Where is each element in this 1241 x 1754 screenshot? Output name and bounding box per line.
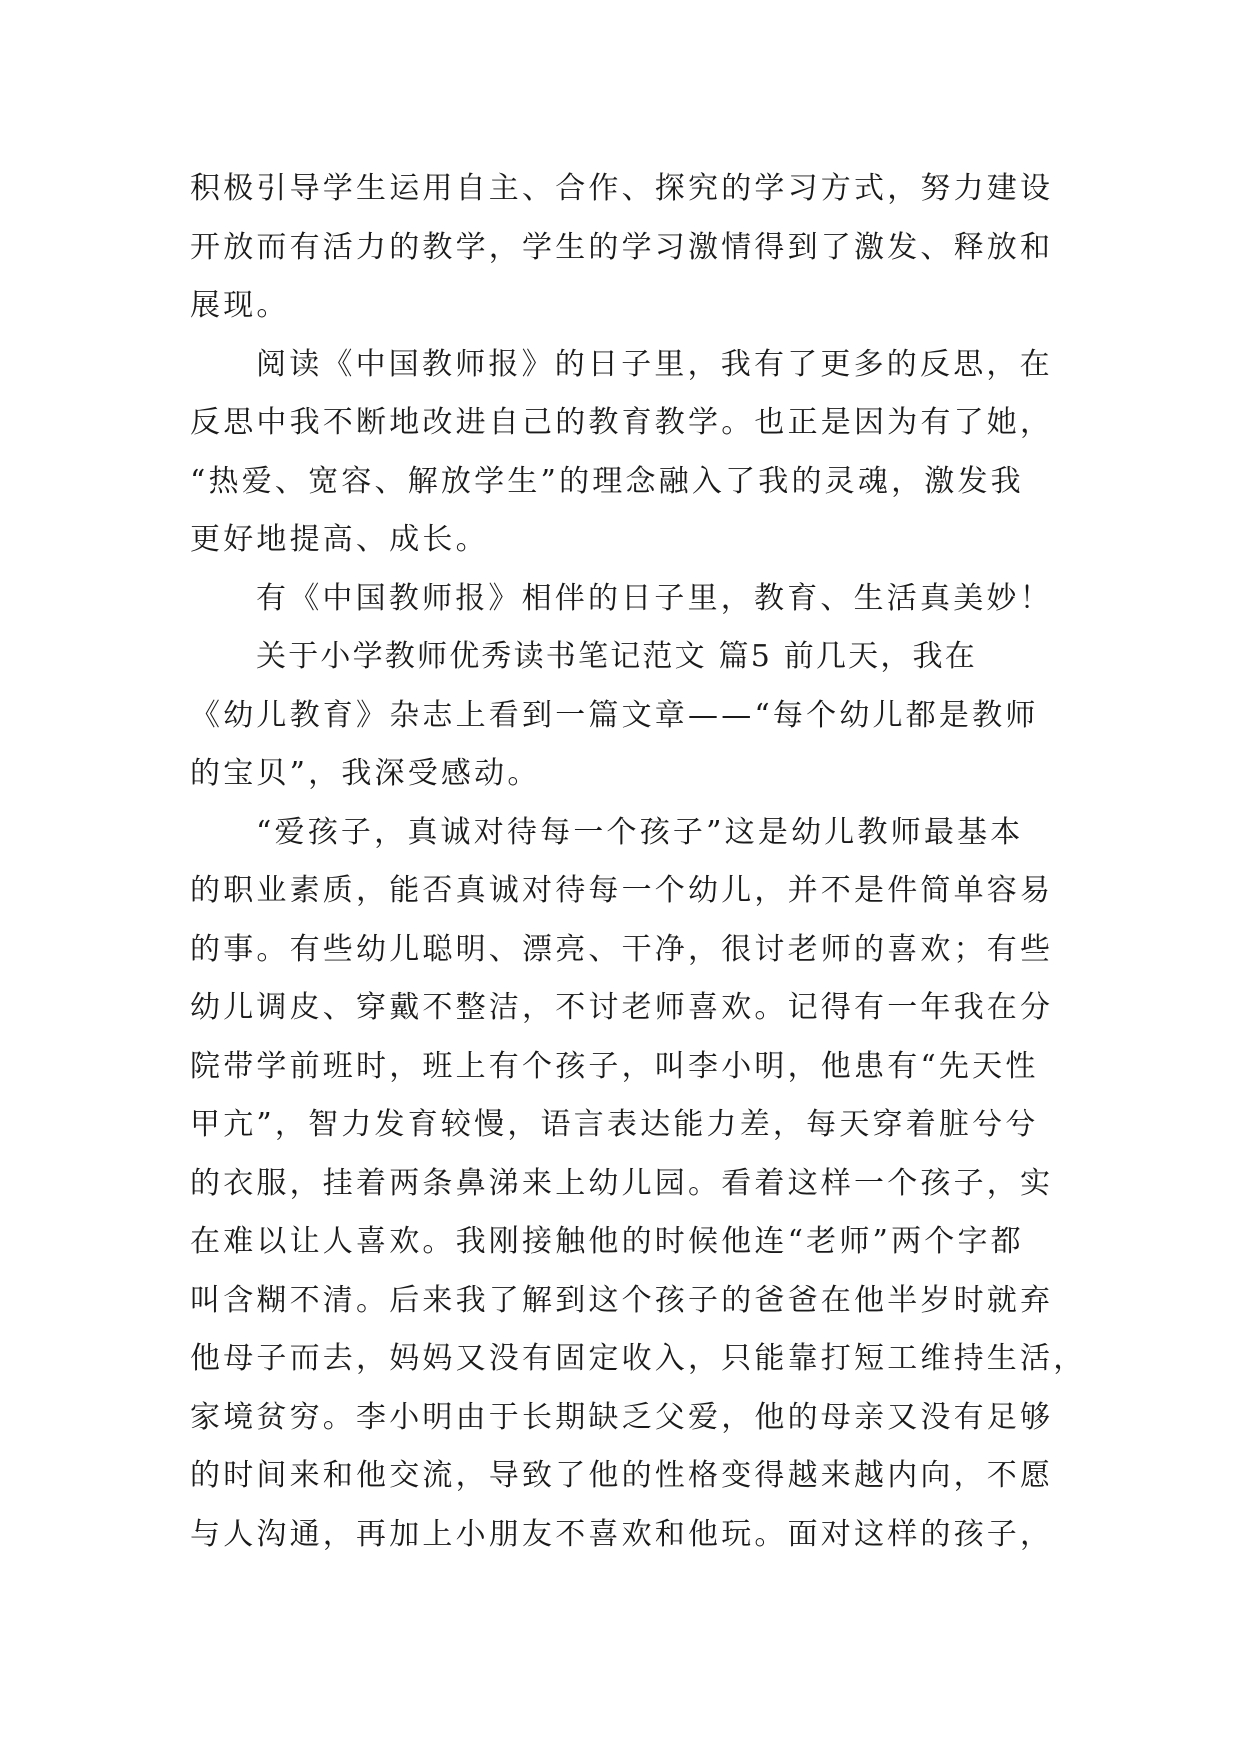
- text-line: 积极引导学生运用自主、合作、探究的学习方式，努力建设: [190, 171, 1054, 206]
- text-line: 的衣服，挂着两条鼻涕来上幼儿园。看着这样一个孩子，实: [190, 1165, 1054, 1201]
- text-line: 的事。有些幼儿聪明、漂亮、干净，很讨老师的喜欢；有些: [190, 931, 1054, 967]
- text-line: 在难以让人喜欢。我刚接触他的时候他连“老师”两个字都: [190, 1224, 1024, 1259]
- paragraph-first-line: “爱孩子，真诚对待每一个孩子”这是幼儿教师最基本: [256, 814, 1024, 850]
- text-line: 院带学前班时，班上有个孩子，叫李小明，他患有“先天性: [190, 1048, 1039, 1084]
- text-line: 展现。: [190, 288, 290, 323]
- text-line: 他母子而去，妈妈又没有固定收入，只能靠打短工维持生活，: [190, 1341, 1087, 1376]
- text-line: 反思中我不断地改进自己的教育教学。也正是因为有了她，: [190, 405, 1054, 440]
- section-heading-line: 关于小学教师优秀读书笔记范文 篇5 前几天，我在: [256, 639, 977, 674]
- text-line: 更好地提高、成长。: [190, 522, 489, 557]
- paragraph-first-line: 有《中国教师报》相伴的日子里，教育、生活真美妙！: [256, 580, 1053, 616]
- text-line: 开放而有活力的教学，学生的学习激情得到了激发、释放和: [190, 229, 1054, 265]
- text-line: “热爱、宽容、解放学生”的理念融入了我的灵魂，激发我: [190, 463, 1024, 499]
- text-line: 的时间来和他交流，导致了他的性格变得越来越内向，不愿: [190, 1458, 1054, 1493]
- text-line: 甲亢”，智力发育较慢，语言表达能力差，每天穿着脏兮兮: [190, 1107, 1039, 1142]
- text-line: 叫含糊不清。后来我了解到这个孩子的爸爸在他半岁时就弃: [190, 1282, 1054, 1318]
- text-line: 幼儿调皮、穿戴不整洁，不讨老师喜欢。记得有一年我在分: [190, 990, 1054, 1025]
- text-line: 与人沟通，再加上小朋友不喜欢和他玩。面对这样的孩子，: [190, 1516, 1054, 1552]
- text-line: 的职业素质，能否真诚对待每一个幼儿，并不是件简单容易: [190, 873, 1054, 908]
- document-body: [190, 160, 1087, 1564]
- text-line: 《幼儿教育》杂志上看到一篇文章——“每个幼儿都是教师: [190, 697, 1039, 733]
- text-line: 家境贫穷。李小明由于长期缺乏父爱，他的母亲又没有足够: [190, 1399, 1054, 1435]
- paragraph-first-line: 阅读《中国教师报》的日子里，我有了更多的反思，在: [256, 346, 1053, 382]
- text-line: 的宝贝”，我深受感动。: [190, 756, 541, 791]
